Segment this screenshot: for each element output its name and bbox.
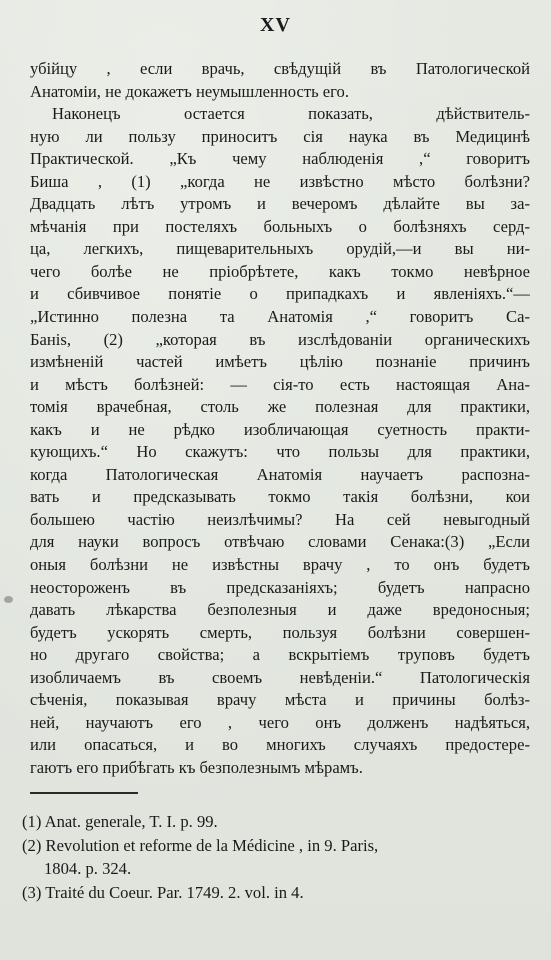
text-line: мѣчанія при постеляхъ больныхъ о болѣзняхъ серд- <box>30 216 530 236</box>
text-line: убійцу , если врачь, свѣдущій въ Патологической <box>30 59 530 78</box>
footnote-line: (1) Anat. generale, T. I. p. 99. <box>22 812 218 831</box>
text-line: вать и предсказывать токмо такія болѣзни, кои <box>30 487 530 507</box>
text-line: Наконецъ остается показать, дѣйствитель- <box>52 104 530 124</box>
text-line: давать лѣкарства безполезныя и даже вредоносныя; <box>30 600 530 620</box>
text-line: Двадцать лѣтъ утромъ и вечеромъ дѣлайте вы за- <box>30 194 530 214</box>
footnote-divider <box>30 792 138 794</box>
page-number: XV <box>260 14 291 36</box>
text-line: когда Патологическая Анатомія научаетъ распозна- <box>30 464 530 484</box>
text-line: ную ли пользу приноситъ сія наука въ Медицинѣ <box>30 126 530 146</box>
text-line: сѣченія, показывая врачу мѣста и причины болѣз- <box>30 690 530 710</box>
text-line: будетъ ускорять смерть, пользуя болѣзни совершен- <box>30 622 530 642</box>
text-line: „Истинно полезна та Анатомія ,“ говоритъ Са- <box>30 307 530 327</box>
text-line: неостороженъ въ предсказаніяхъ; будетъ напрасно <box>30 577 530 597</box>
ink-smudge <box>4 596 13 603</box>
text-line: измѣненій частей имѣетъ цѣлію познаніе причинъ <box>30 352 530 372</box>
text-line: ней, научаютъ его , чего онъ долженъ надѣяться, <box>30 712 530 732</box>
text-line: чего болѣе не пріобрѣтете, какъ токмо невѣрное <box>30 261 530 281</box>
text-line: и сбивчивое понятіе о припадкахъ и явленіяхъ.“— <box>30 284 530 304</box>
text-line: Практической. „Къ чему наблюденія ,“ говоритъ <box>30 149 530 169</box>
text-line: Банis, (2) „которая въ изслѣдованіи органическихъ <box>30 329 530 349</box>
text-line: большею частію неизлѣчимы? На сей невыгодный <box>30 509 530 529</box>
text-line: Анатоміи, не докажетъ неумышленность его. <box>30 81 349 101</box>
text-line: томія врачебная, столь же полезная для практики, <box>30 397 530 417</box>
footnote-line: 1804. p. 324. <box>44 859 132 878</box>
main-text-block <box>30 58 530 780</box>
text-line: изобличаемъ въ своемъ невѣденіи.“ Патологическія <box>30 667 530 687</box>
text-line: и мѣстъ болѣзней: — сія-то есть настоящая Ана- <box>30 374 530 394</box>
footnotes-block <box>22 810 532 904</box>
text-line: оныя болѣзни не извѣстны врачу , то онъ будетъ <box>30 555 530 575</box>
text-line: какъ и не рѣдко изобличающая суетность практи- <box>30 419 530 439</box>
footnote-line: (2) Revolution et reforme de la Médicine , in 9. Paris, <box>22 835 379 855</box>
text-line: гаютъ его прибѣгать къ безполезнымъ мѣрамъ. <box>30 757 363 777</box>
text-line: для науки вопросъ отвѣчаю словами Сенака:(3) „Если <box>30 532 530 552</box>
text-line: или опасаться, и во многихъ случаяхъ предостере- <box>30 735 530 755</box>
footnote-line: (3) Traité du Coeur. Par. 1749. 2. vol. in 4. <box>22 882 304 902</box>
text-line: но другаго свойства; а вскрытіемъ труповъ будетъ <box>30 645 530 665</box>
text-line: ца, легкихъ, пищеварительныхъ орудій,—и вы ни- <box>30 239 530 259</box>
text-line: Биша , (1) „когда не извѣстно мѣсто болѣзни? <box>30 171 530 191</box>
text-line: кующихъ.“ Но скажутъ: что пользы для практики, <box>30 442 530 462</box>
